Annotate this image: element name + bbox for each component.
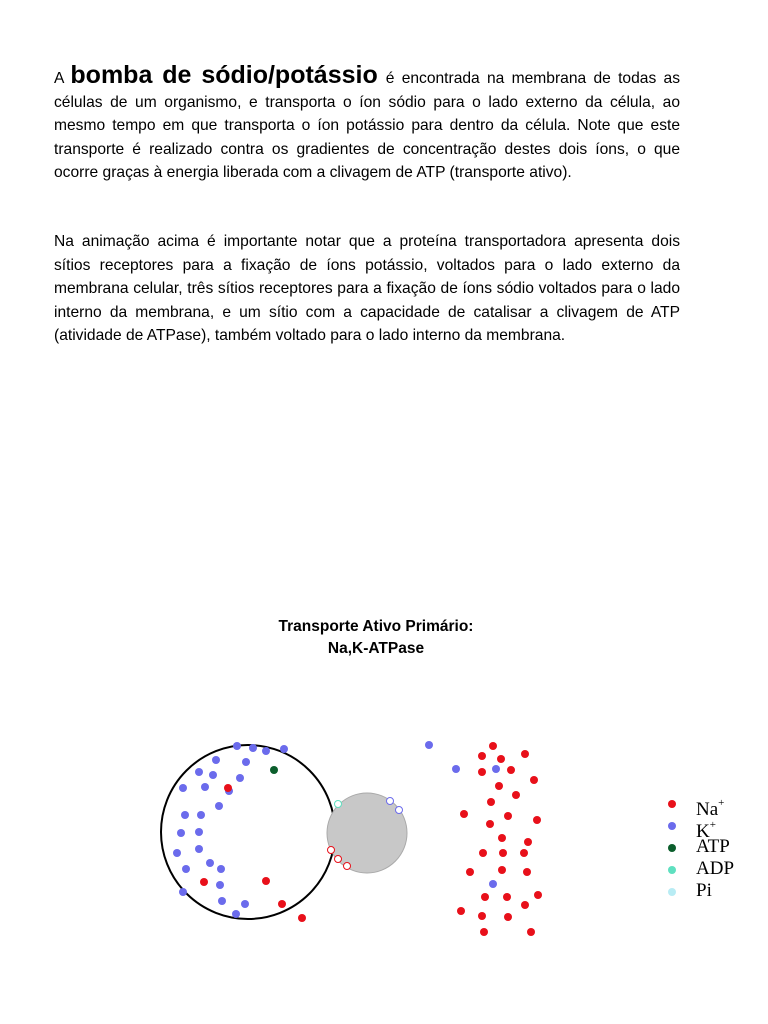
potassium-ion (218, 897, 226, 905)
sodium-ion (481, 893, 489, 901)
sodium-ion (479, 849, 487, 857)
potassium-binding-site (387, 798, 394, 805)
legend-label: K+ (696, 819, 716, 842)
sodium-ion (521, 901, 529, 909)
potassium-ion (195, 845, 203, 853)
sodium-ion (524, 838, 532, 846)
sodium-ion (298, 914, 306, 922)
sodium-ion (489, 742, 497, 750)
sodium-binding-site (344, 863, 351, 870)
potassium-ion (280, 745, 288, 753)
potassium-ion (195, 768, 203, 776)
legend-label: Na+ (696, 797, 725, 820)
potassium-ion (241, 900, 249, 908)
potassium-ion (181, 811, 189, 819)
potassium-ion (215, 802, 223, 810)
potassium-ion (492, 765, 500, 773)
sodium-ion (457, 907, 465, 915)
sodium-ion (503, 893, 511, 901)
potassium-ion (179, 784, 187, 792)
potassium-ion (177, 829, 185, 837)
potassium-ion (216, 881, 224, 889)
sodium-ion (487, 798, 495, 806)
potassium-ion (197, 811, 205, 819)
sodium-ion (278, 900, 286, 908)
potassium-ion (489, 880, 497, 888)
sodium-ion (499, 849, 507, 857)
potassium-ion (249, 744, 257, 752)
sodium-ion (224, 784, 232, 792)
legend-swatch (668, 800, 676, 808)
sodium-ion (520, 849, 528, 857)
explanation-paragraph: Na animação acima é importante notar que a proteína transportadora apresenta dois sítios receptores para a fixação de íons potássio, voltados para o lado externo da membrana celular, três sítios receptores para a fixação de íons sódio voltados para o lado interno da membrana, e um sítio com a capacidade de catalisar a clivagem de ATP (atividade de ATPase), também voltado para o lado interno da membrana. (54, 233, 680, 345)
potassium-ion (232, 910, 240, 918)
potassium-ion (236, 774, 244, 782)
potassium-ion (262, 747, 270, 755)
sodium-ion (507, 766, 515, 774)
intro-text: é encontrada na membrana de todas as células de um organismo, e transporta o íon sódio para o lado externo da célula, ao mesmo tempo em que transporta o íon potássio para dentro da célula. Note que este transporte é realizado contra os gradientes de concentração destes dois íons, o que ocorre graças à energia liberada com a clivagem de ATP (transporte ativo). (54, 70, 680, 182)
sodium-ion (478, 752, 486, 760)
diagram-title-line2: Na,K-ATPase (327, 640, 425, 657)
potassium-binding-site (396, 807, 403, 814)
sodium-ion (478, 912, 486, 920)
pump-title: bomba de sódio/potássio (70, 61, 378, 89)
sodium-ion (521, 750, 529, 758)
sodium-ion (495, 782, 503, 790)
sodium-ion (262, 877, 270, 885)
potassium-ion (452, 765, 460, 773)
sodium-ion (534, 891, 542, 899)
legend-swatch (668, 888, 676, 896)
potassium-ion (212, 756, 220, 764)
potassium-ion (201, 783, 209, 791)
sodium-ion (460, 810, 468, 818)
sodium-ion (498, 866, 506, 874)
potassium-ion (182, 865, 190, 873)
potassium-ion (173, 849, 181, 857)
legend-swatch (668, 822, 676, 830)
sodium-ion (530, 776, 538, 784)
sodium-ion (527, 928, 535, 936)
potassium-ion (206, 859, 214, 867)
potassium-ion (217, 865, 225, 873)
sodium-ion (478, 768, 486, 776)
potassium-ion (195, 828, 203, 836)
potassium-ion (242, 758, 250, 766)
sodium-binding-site (335, 856, 342, 863)
sodium-ion (512, 791, 520, 799)
sodium-ion (504, 913, 512, 921)
sodium-ion (486, 820, 494, 828)
legend-swatch (668, 844, 676, 852)
atp-molecule (270, 766, 278, 774)
potassium-ion (209, 771, 217, 779)
intro-lead: A (54, 70, 65, 87)
legend-swatch (668, 866, 676, 874)
adp-site (335, 801, 342, 808)
potassium-ion (425, 741, 433, 749)
legend-label: ADP (696, 858, 735, 879)
legend-label: Pi (696, 880, 712, 901)
potassium-ion (233, 742, 241, 750)
sodium-ion (523, 868, 531, 876)
sodium-ion (480, 928, 488, 936)
sodium-ion (498, 834, 506, 842)
sodium-ion (466, 868, 474, 876)
diagram-title-line1: Transporte Ativo Primário: (278, 618, 474, 635)
potassium-ion (179, 888, 187, 896)
sodium-ion (504, 812, 512, 820)
cell-membrane (161, 745, 335, 919)
legend-label: ATP (696, 836, 730, 857)
sodium-binding-site (328, 847, 335, 854)
sodium-ion (497, 755, 505, 763)
sodium-ion (200, 878, 208, 886)
sodium-ion (533, 816, 541, 824)
